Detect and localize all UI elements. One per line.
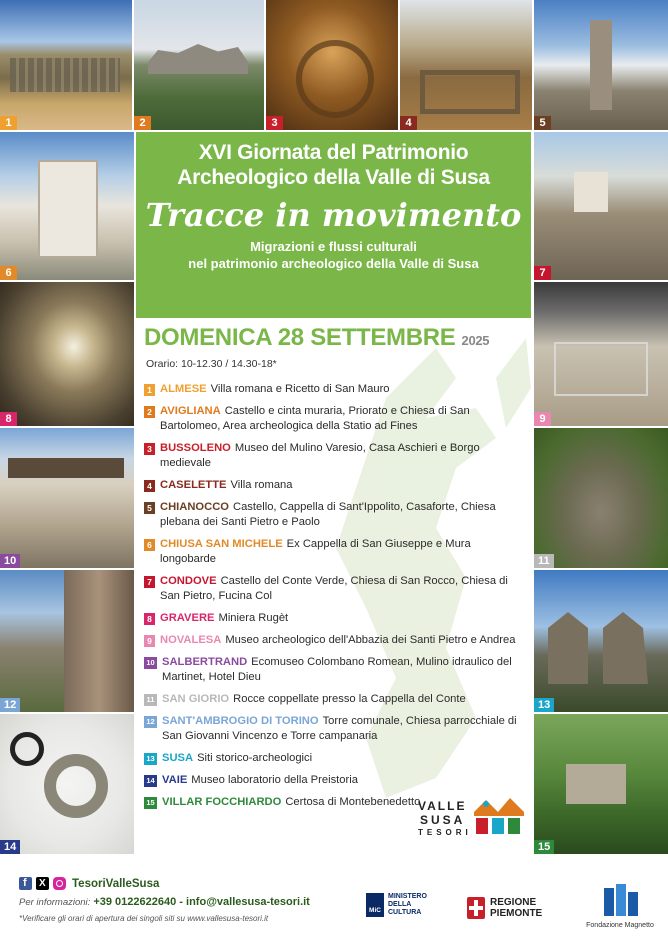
site-description: Castello, Cappella di Sant'Ippolito, Casaforte, Chiesa plebana dei Santi Pietro e Paolo [160, 501, 496, 528]
photo-10 [0, 428, 134, 568]
site-item [144, 537, 529, 567]
site-text [160, 404, 529, 434]
site-item [144, 611, 529, 626]
event-title-line2: Archeologico della Valle di Susa [177, 166, 490, 189]
site-number-badge: 14 [144, 775, 157, 787]
site-description: Miniera Rugèt [218, 612, 289, 624]
facebook-icon[interactable]: f [19, 877, 32, 890]
site-town: SAN GIORIO [162, 693, 230, 705]
logo-text-tesori: TESORI [418, 828, 472, 837]
photo-number-15: 15 [534, 840, 554, 854]
regione-piemonte-logo [467, 897, 551, 923]
site-number-badge: 5 [144, 502, 155, 514]
logo-mark-icon [470, 794, 526, 842]
site-number-badge: 9 [144, 635, 155, 647]
mic-text [388, 893, 427, 917]
site-number-badge: 8 [144, 613, 155, 625]
photo-15 [534, 714, 668, 854]
site-town: CHIUSA SAN MICHELE [160, 538, 283, 550]
photo-number-13: 13 [534, 698, 554, 712]
info-label: Per informazioni: [19, 897, 91, 908]
site-description: Villa romana [230, 479, 293, 491]
site-item [144, 692, 529, 707]
email-address[interactable]: info@vallesusa-tesori.it [186, 896, 310, 908]
hours-note: *Verificare gli orari di apertura dei singoli siti su www.vallesusa-tesori.it [19, 914, 269, 923]
event-title [136, 140, 531, 190]
site-text [160, 537, 529, 567]
site-item [144, 382, 529, 397]
photo-7 [534, 132, 668, 280]
photo-number-2: 2 [134, 116, 151, 130]
site-description: Villa romana e Ricetto di San Mauro [210, 383, 390, 395]
site-town: NOVALESA [160, 634, 222, 646]
site-description: Ecomuseo Colombano Romean, Mulino idraulico del Martinet, Hotel Dieu [162, 656, 512, 683]
site-number-badge: 1 [144, 384, 155, 396]
social-links [19, 877, 159, 890]
site-number-badge: 15 [144, 797, 157, 809]
site-description: Certosa di Montebenedetto [285, 796, 421, 808]
mic-line1: MINISTERO [388, 893, 427, 900]
fondazione-magnetto-logo [580, 882, 660, 934]
footer [0, 860, 668, 948]
photo-14 [0, 714, 134, 854]
site-town: SALBERTRAND [162, 656, 248, 668]
site-description: Castello e cinta muraria, Priorato e Chiesa di San Bartolomeo, Area archeologica della Statio ad Fines [160, 405, 470, 432]
site-item [144, 404, 529, 434]
mic-line2: DELLA [388, 901, 412, 908]
site-description: Castello del Conte Verde, Chiesa di San Rocco, Chiesa di San Pietro, Fucina Col [160, 575, 508, 602]
x-twitter-icon[interactable]: X [36, 877, 49, 890]
photo-3 [266, 0, 398, 130]
site-description: Rocce coppellate presso la Cappella del Conte [233, 693, 466, 705]
photo-9 [534, 282, 668, 426]
site-item [144, 773, 529, 788]
event-tagline-line1: Migrazioni e flussi culturali [250, 239, 417, 254]
site-list [144, 382, 529, 817]
photo-number-9: 9 [534, 412, 551, 426]
photo-number-6: 6 [0, 266, 17, 280]
site-text [162, 655, 529, 685]
site-text [162, 751, 312, 766]
site-town: ALMESE [160, 383, 207, 395]
instagram-icon[interactable] [53, 877, 66, 890]
site-number-badge: 2 [144, 406, 155, 418]
site-text [160, 611, 288, 626]
site-text [162, 714, 529, 744]
site-town: AVIGLIANA [160, 405, 221, 417]
site-description: Ex Cappella di San Giuseppe e Mura longobarde [160, 538, 471, 565]
site-town: VILLAR FOCCHIARDO [162, 796, 282, 808]
mic-line3: CULTURA [388, 909, 422, 916]
ministero-cultura-logo [366, 893, 448, 919]
photo-number-5: 5 [534, 116, 551, 130]
site-number-badge: 6 [144, 539, 155, 551]
site-town: SANT'AMBROGIO DI TORINO [162, 715, 319, 727]
site-text [160, 382, 390, 397]
photo-11 [534, 428, 668, 568]
logo-text-susa: SUSA [420, 813, 466, 827]
site-item [144, 751, 529, 766]
main-content [136, 318, 531, 853]
site-number-badge: 13 [144, 753, 157, 765]
site-item [144, 478, 529, 493]
site-number-badge: 7 [144, 576, 155, 588]
social-handle[interactable]: TesoriValleSusa [72, 877, 160, 890]
photo-2 [134, 0, 264, 130]
photo-6 [0, 132, 134, 280]
event-date [144, 324, 489, 352]
site-description: Museo laboratorio della Preistoria [191, 774, 358, 786]
region-line1: REGIONE [490, 897, 537, 908]
site-description: Torre comunale, Chiesa parrocchiale di San Giovanni Vincenzo e Torre campanaria [162, 715, 517, 742]
photo-number-14: 14 [0, 840, 20, 854]
site-text [160, 633, 515, 648]
site-item [144, 574, 529, 604]
event-hours: Orario: 10-12.30 / 14.30-18* [146, 358, 277, 370]
photo-number-11: 11 [534, 554, 554, 568]
site-text [160, 441, 529, 471]
foundation-text: Fondazione Magnetto [586, 922, 654, 929]
header-banner [136, 132, 531, 318]
site-text [160, 478, 293, 493]
site-text [162, 692, 466, 707]
event-title-line1: XVI Giornata del Patrimonio [198, 141, 469, 164]
site-item [144, 655, 529, 685]
photo-1 [0, 0, 132, 130]
site-number-badge: 12 [144, 716, 157, 728]
event-year: 2025 [461, 333, 490, 348]
site-item [144, 714, 529, 744]
site-description: Siti storico-archeologici [197, 752, 313, 764]
site-item [144, 633, 529, 648]
photo-number-8: 8 [0, 412, 17, 426]
site-number-badge: 3 [144, 443, 155, 455]
region-line2: PIEMONTE [490, 908, 543, 919]
site-town: CASELETTE [160, 479, 227, 491]
photo-number-7: 7 [534, 266, 551, 280]
contact-info [19, 896, 310, 908]
event-date-text: DOMENICA 28 SETTEMBRE [144, 324, 456, 351]
photo-number-4: 4 [400, 116, 417, 130]
site-town: VAIE [162, 774, 188, 786]
photo-5 [534, 0, 668, 130]
site-town: GRAVERE [160, 612, 215, 624]
event-tagline [136, 238, 531, 272]
site-text [162, 773, 358, 788]
photo-13 [534, 570, 668, 712]
site-text [160, 500, 529, 530]
site-item [144, 441, 529, 471]
mic-abbr: MiC [369, 907, 381, 914]
event-tagline-line2: nel patrimonio archeologico della Valle di Susa [188, 256, 479, 271]
site-town: CHIANOCCO [160, 501, 229, 513]
site-item [144, 500, 529, 530]
contact-separator: - [176, 896, 187, 908]
site-description: Museo del Mulino Varesio, Casa Aschieri e Borgo medievale [160, 442, 480, 469]
site-text [162, 795, 420, 810]
event-subtitle: Tracce in movimento [145, 196, 522, 234]
photo-12 [0, 570, 134, 712]
photo-number-10: 10 [0, 554, 20, 568]
site-number-badge: 4 [144, 480, 155, 492]
site-town: CONDOVE [160, 575, 217, 587]
site-number-badge: 10 [144, 657, 157, 669]
site-number-badge: 11 [144, 694, 157, 706]
photo-8 [0, 282, 134, 426]
logo-text-valle: VALLE [418, 799, 467, 813]
phone-number[interactable]: +39 0122622640 [93, 896, 177, 908]
region-text [490, 897, 542, 919]
site-description: Museo archeologico dell'Abbazia dei Santi Pietro e Andrea [225, 634, 516, 646]
photo-number-3: 3 [266, 116, 283, 130]
fondazione-mark-icon [580, 882, 660, 922]
photo-number-12: 12 [0, 698, 20, 712]
valle-susa-tesori-logo [418, 794, 528, 846]
photo-number-1: 1 [0, 116, 17, 130]
site-text [160, 574, 529, 604]
site-town: BUSSOLENO [160, 442, 231, 454]
site-town: SUSA [162, 752, 194, 764]
photo-4 [400, 0, 532, 130]
